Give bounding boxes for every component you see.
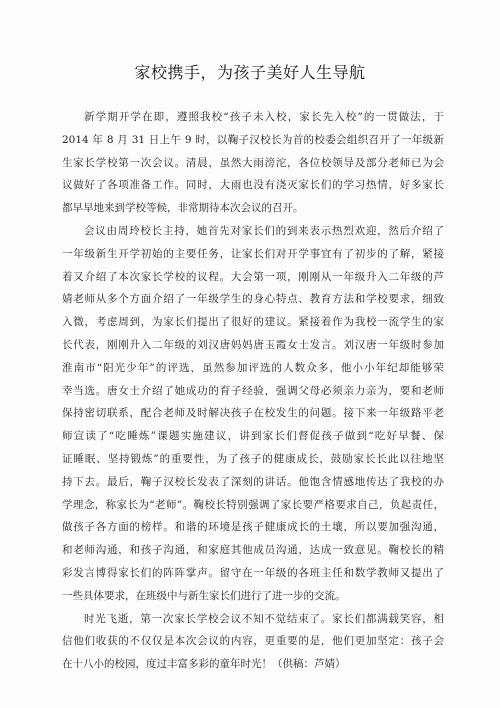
- document-body: [62, 106, 444, 676]
- paragraph-line: 婧老师从多个方面介绍了一年级学生的身心特点、教育方法和学校要求，细致: [62, 293, 444, 306]
- paragraph-line: 2014 年 8 月 31 日上午 9 时，以鞠子汉校长为首的校委会组织召开了一年级新: [62, 133, 444, 146]
- paragraph-line: 师宣读了“吃睡炼”课题实施建议，讲到家长们督促孩子做到“吃好早餐、保: [62, 430, 444, 443]
- paragraph-line: 长代表，刚刚升入二年级的刘汉唐妈妈唐玉霞女士发言。刘汉唐一年级时参加: [62, 338, 444, 351]
- paragraph-line: 时光飞逝，第一次家长学校会议不知不觉结束了。家长们都满载笑容，相: [84, 612, 444, 625]
- paragraph-line: 入微，考虑周到，为家长们提出了很好的建议。紧接着作为我校一流学生的家: [62, 316, 444, 329]
- paragraph-line: 着又介绍了本次家长学校的议程。大会第一项，刚刚从一年级升入二年级的芦: [62, 270, 444, 283]
- paragraph-line: 学理念，称家长为“老师”。鞠校长特别强调了家长要严格要求自己，负起责任，: [62, 498, 444, 511]
- paragraph-line: 幸当选。唐女士介绍了她成功的育子经验，强调父母必须亲力亲为，要和老师: [62, 384, 444, 397]
- paragraph-2: [62, 220, 444, 608]
- document-title: 家校携手，为孩子美好人生导航: [134, 63, 366, 82]
- paragraph-3: [62, 608, 444, 676]
- paragraph-line: 一些具体要求，在班级中与新生家长们进行了进一步的交流。: [62, 589, 346, 602]
- paragraph-line: 会议由周玲校长主持，她首先对家长们的到来表示热烈欢迎，然后介绍了: [84, 224, 444, 237]
- paragraph-line: 做孩子各方面的榜样。和谐的环境是孩子健康成长的土壤，所以要加强沟通，: [62, 521, 444, 534]
- paragraph-line: 新学期开学在即，遵照我校“孩子未入校，家长先入校”的一贯做法，于: [84, 111, 444, 123]
- paragraph-line: 持下去。最后，鞠子汉校长发表了深刻的讲话。他饱含情感地传达了我校的办: [62, 475, 444, 488]
- paragraph-line: 彩发言博得家长们的阵阵掌声。留守在一年级的各班主任和数学教师又提出了: [62, 566, 444, 579]
- paragraph-line: 生家长学校第一次会议。清晨，虽然大雨滂沱，各位校领导及部分老师已为会: [62, 156, 444, 169]
- paragraph-line: 在十八小的校园，度过丰富多彩的童年时光！（供稿：芦婧）: [62, 658, 346, 671]
- paragraph-line: 和老师沟通，和孩子沟通，和家庭其他成员沟通，达成一致意见。鞠校长的精: [62, 544, 444, 557]
- paragraph-line: 证睡眠、坚持锻炼”的重要性，为了孩子的健康成长，鼓励家长长此以往地坚: [62, 452, 444, 465]
- paragraph-line: 议做好了各项准备工作。同时，大雨也没有浇灭家长们的学习热情，好多家长: [62, 179, 444, 192]
- paragraph-line: 淮南市“阳光少年”的评选，虽然参加评选的人数众多，他小小年纪却能够荣: [62, 361, 444, 374]
- paragraph-line: 一年级新生开学初始的主要任务，让家长们对开学事宜有了初步的了解，紧接: [62, 247, 444, 260]
- paragraph-line: 信他们收获的不仅仅是本次会议的内容，更重要的是，他们更加坚定：孩子会: [62, 635, 444, 648]
- paragraph-1: [62, 106, 444, 220]
- paragraph-line: 保持密切联系，配合老师及时解决孩子在校发生的问题。接下来一年级路平老: [62, 407, 444, 420]
- paragraph-line: 都早早地来到学校等候，非常期待本次会议的召开。: [62, 202, 304, 215]
